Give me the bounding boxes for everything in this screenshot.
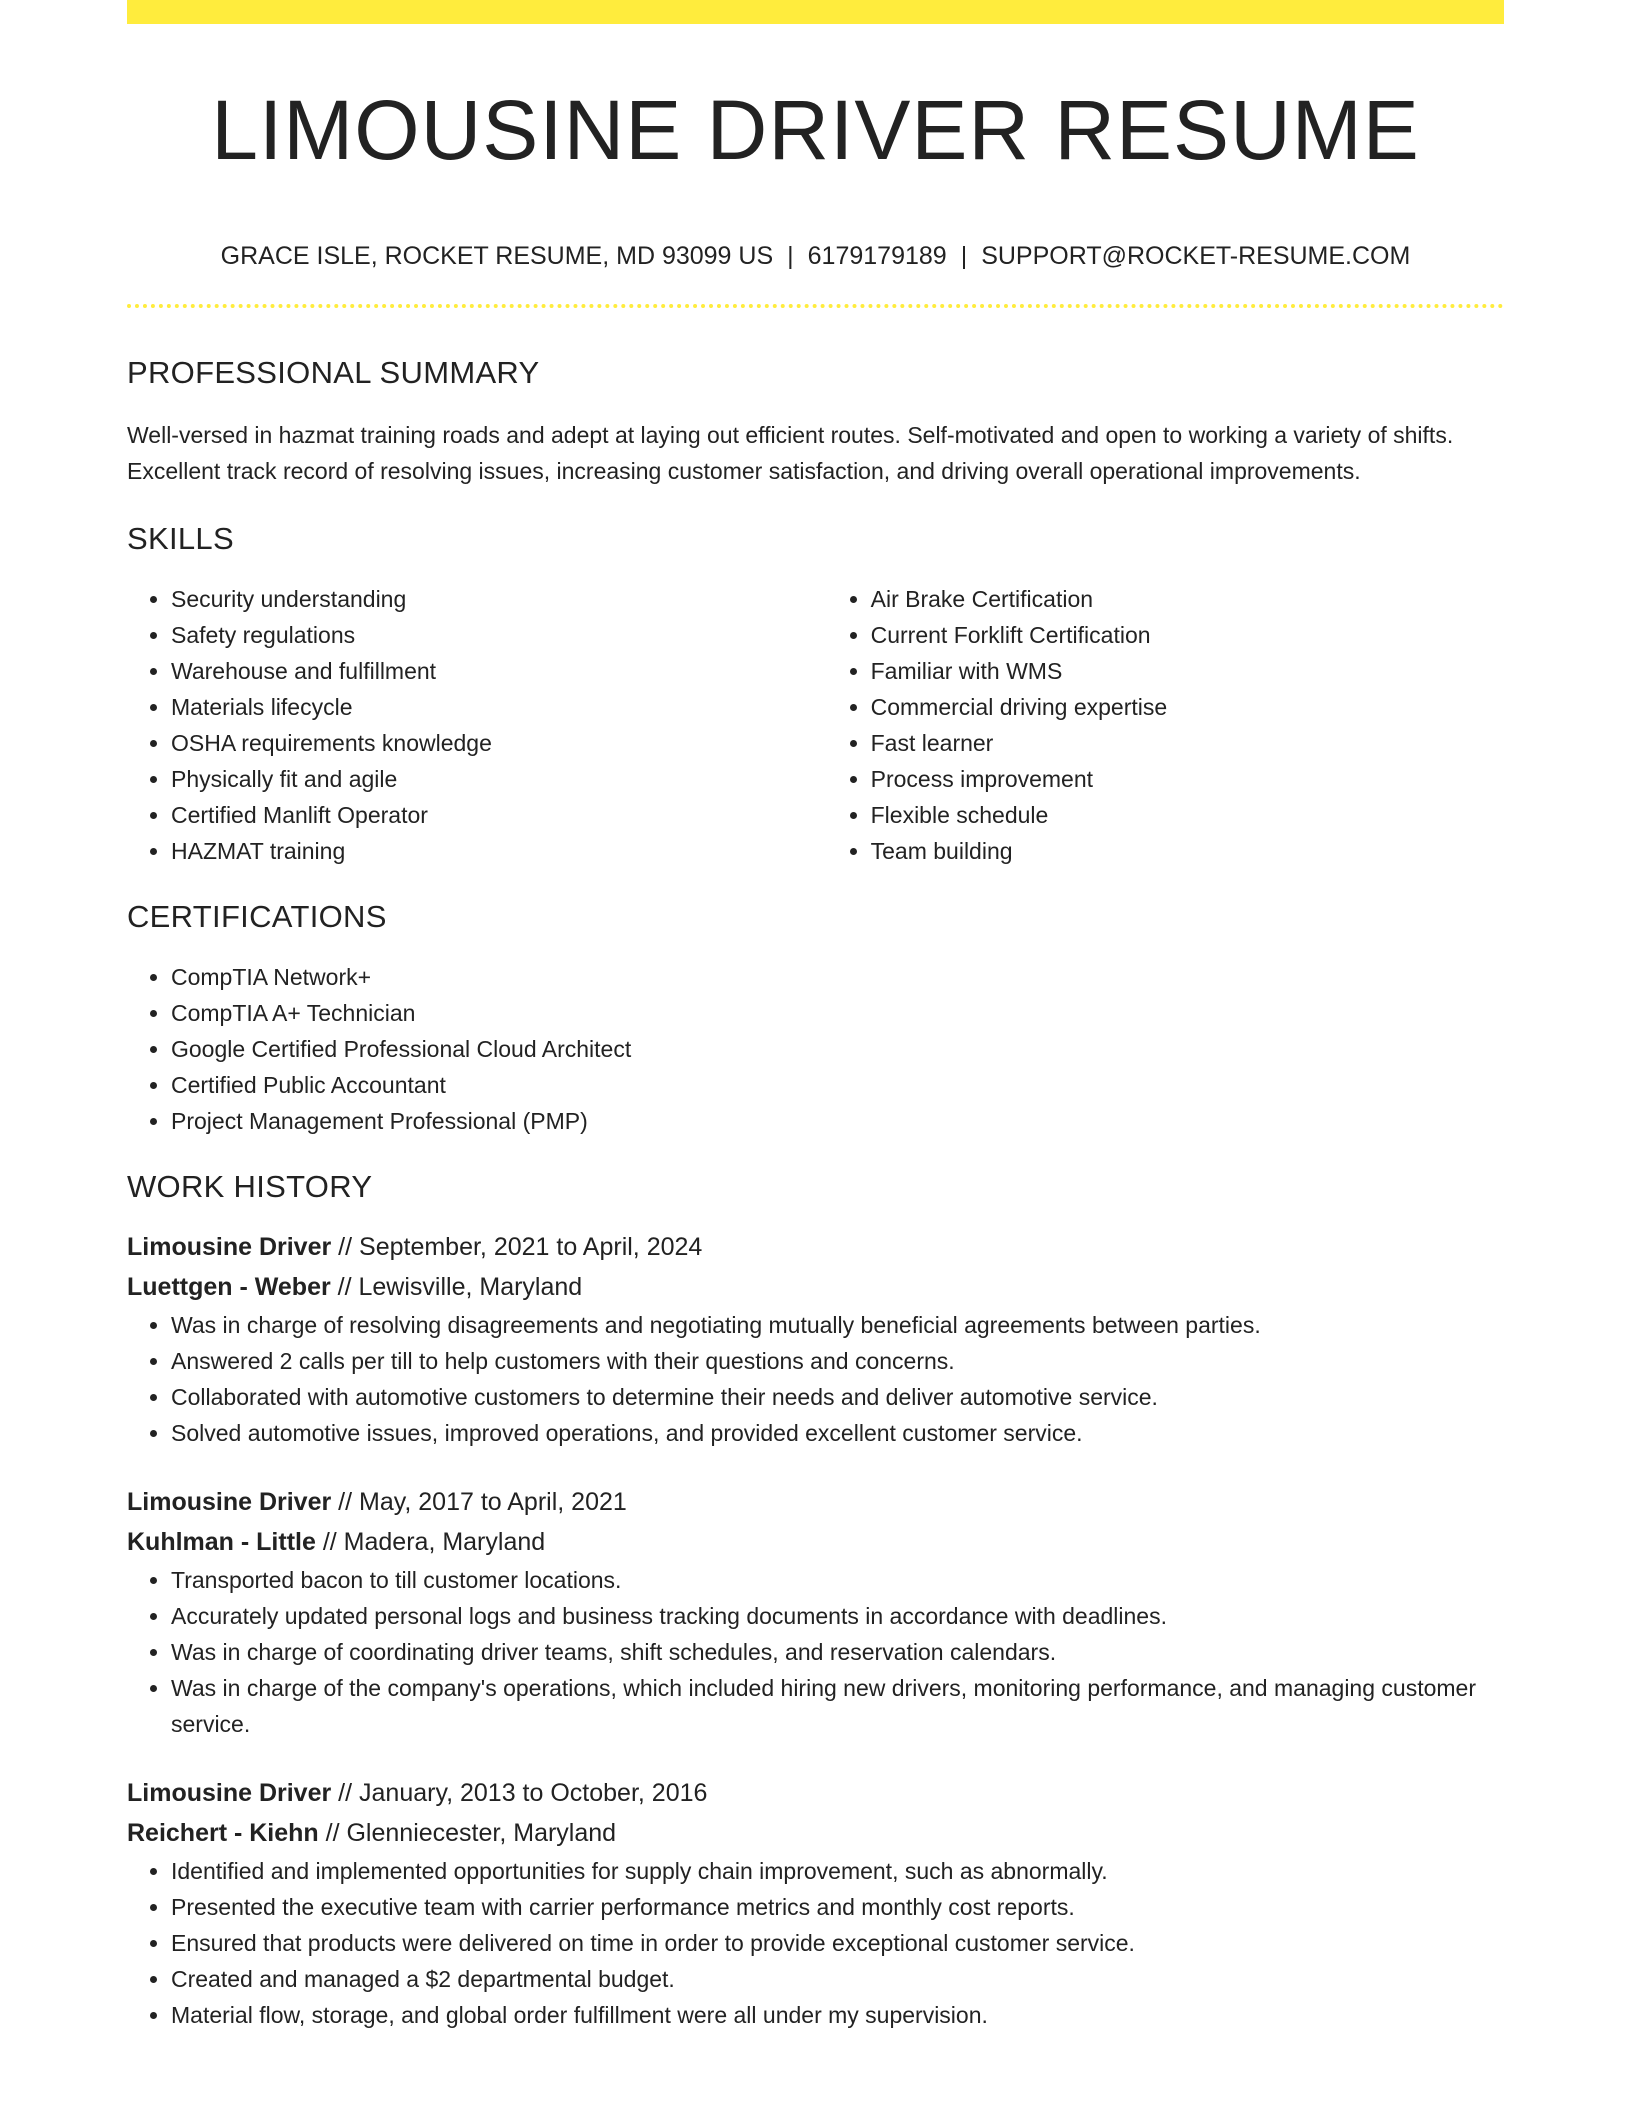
skill-item: • Warehouse and fulfillment — [171, 653, 827, 689]
contact-line — [127, 238, 1504, 274]
certification-item: • CompTIA Network+ — [171, 959, 1504, 995]
job-company-line — [127, 1522, 1504, 1562]
job-entry — [127, 1227, 1504, 1451]
contact-separator: | — [787, 242, 794, 270]
job-bullet: • Transported bacon to till customer locations. — [171, 1562, 1504, 1598]
certifications-list — [127, 959, 1504, 1139]
job-title-line — [127, 1773, 1504, 1813]
section-title-summary: PROFESSIONAL SUMMARY — [127, 355, 540, 390]
job-title: Limousine Driver — [127, 1488, 332, 1516]
skill-item: • Flexible schedule — [871, 797, 1504, 833]
skill-item: • Security understanding — [171, 581, 827, 617]
job-bullet: • Collaborated with automotive customers to determine their needs and deliver automotive service. — [171, 1379, 1504, 1415]
job-bullet: • Solved automotive issues, improved operations, and provided excellent customer service. — [171, 1415, 1504, 1451]
skill-item: • Fast learner — [871, 725, 1504, 761]
job-dates: // May, 2017 to April, 2021 — [331, 1488, 627, 1516]
skill-item: • Familiar with WMS — [871, 653, 1504, 689]
skill-item: • Team building — [871, 833, 1504, 869]
job-title-line — [127, 1482, 1504, 1522]
job-bullet: • Created and managed a $2 departmental budget. — [171, 1961, 1504, 1997]
job-company-line — [127, 1813, 1504, 1853]
certification-item: • CompTIA A+ Technician — [171, 995, 1504, 1031]
skills-columns — [127, 581, 1504, 869]
skills-list-right — [827, 581, 1504, 869]
contact-separator: | — [960, 242, 968, 270]
job-bullet: • Accurately updated personal logs and business tracking documents in accordance with deadlines. — [171, 1598, 1504, 1634]
job-entry — [127, 1482, 1504, 1742]
dotted-divider — [127, 304, 1504, 308]
contact-phone: 6179179189 — [807, 242, 947, 270]
certification-item: • Google Certified Professional Cloud Architect — [171, 1031, 1504, 1067]
job-company: Luettgen - Weber — [127, 1273, 331, 1301]
job-dates: // September, 2021 to April, 2024 — [331, 1233, 703, 1261]
certification-item: • Project Management Professional (PMP) — [171, 1103, 1504, 1139]
job-bullet: • Material flow, storage, and global order fulfillment were all under my supervision. — [171, 1997, 1504, 2033]
job-bullets — [127, 1853, 1504, 2033]
job-entry — [127, 1773, 1504, 2033]
resume-content — [127, 0, 1504, 2033]
section-title-work-history: WORK HISTORY — [127, 1169, 373, 1204]
job-bullet: • Ensured that products were delivered on time in order to provide exceptional customer service. — [171, 1925, 1504, 1961]
job-bullet: • Answered 2 calls per till to help customers with their questions and concerns. — [171, 1343, 1504, 1379]
skill-item: • Certified Manlift Operator — [171, 797, 827, 833]
job-title: Limousine Driver — [127, 1233, 332, 1261]
skill-item: • Materials lifecycle — [171, 689, 827, 725]
skill-item: • OSHA requirements knowledge — [171, 725, 827, 761]
certification-item: • Certified Public Accountant — [171, 1067, 1504, 1103]
job-location: // Madera, Maryland — [315, 1528, 546, 1556]
job-bullets — [127, 1307, 1504, 1451]
job-location: // Lewisville, Maryland — [330, 1273, 583, 1301]
skill-item: • Process improvement — [871, 761, 1504, 797]
section-title-certifications: CERTIFICATIONS — [127, 899, 387, 934]
contact-address: GRACE ISLE, ROCKET RESUME, MD 93099 US — [220, 242, 774, 270]
job-bullet: • Presented the executive team with carrier performance metrics and monthly cost reports. — [171, 1889, 1504, 1925]
job-bullet: • Was in charge of the company's operations, which included hiring new drivers, monitoring performance, and managing customer service. — [171, 1670, 1504, 1742]
skill-item: • Physically fit and agile — [171, 761, 827, 797]
skill-item: • Air Brake Certification — [871, 581, 1504, 617]
job-bullet: • Was in charge of resolving disagreements and negotiating mutually beneficial agreements between parties. — [171, 1307, 1504, 1343]
resume-title: LIMOUSINE DRIVER RESUME — [211, 83, 1420, 177]
job-title-line — [127, 1227, 1504, 1267]
skill-item: • Safety regulations — [171, 617, 827, 653]
job-location: // Glenniecester, Maryland — [318, 1819, 617, 1847]
job-company-line — [127, 1267, 1504, 1307]
skill-item: • HAZMAT training — [171, 833, 827, 869]
job-dates: // January, 2013 to October, 2016 — [331, 1779, 708, 1807]
skill-item: • Current Forklift Certification — [871, 617, 1504, 653]
section-title-skills: SKILLS — [127, 521, 234, 556]
job-company: Kuhlman - Little — [127, 1528, 316, 1556]
contact-email: SUPPORT@ROCKET-RESUME.COM — [981, 242, 1411, 270]
summary-text: Well-versed in hazmat training roads and adept at laying out efficient routes. Self-motivated and open to working a variety of shifts. Excellent track record of resolving issues, increasing customer satisfaction, and driving overall operational improvements. — [127, 422, 1454, 484]
job-title: Limousine Driver — [127, 1779, 332, 1807]
job-bullet: • Was in charge of coordinating driver teams, shift schedules, and reservation calendars. — [171, 1634, 1504, 1670]
job-bullet: • Identified and implemented opportunities for supply chain improvement, such as abnormally. — [171, 1853, 1504, 1889]
skills-list-left — [127, 581, 827, 869]
job-bullets — [127, 1562, 1504, 1742]
job-company: Reichert - Kiehn — [127, 1819, 319, 1847]
skill-item: • Commercial driving expertise — [871, 689, 1504, 725]
